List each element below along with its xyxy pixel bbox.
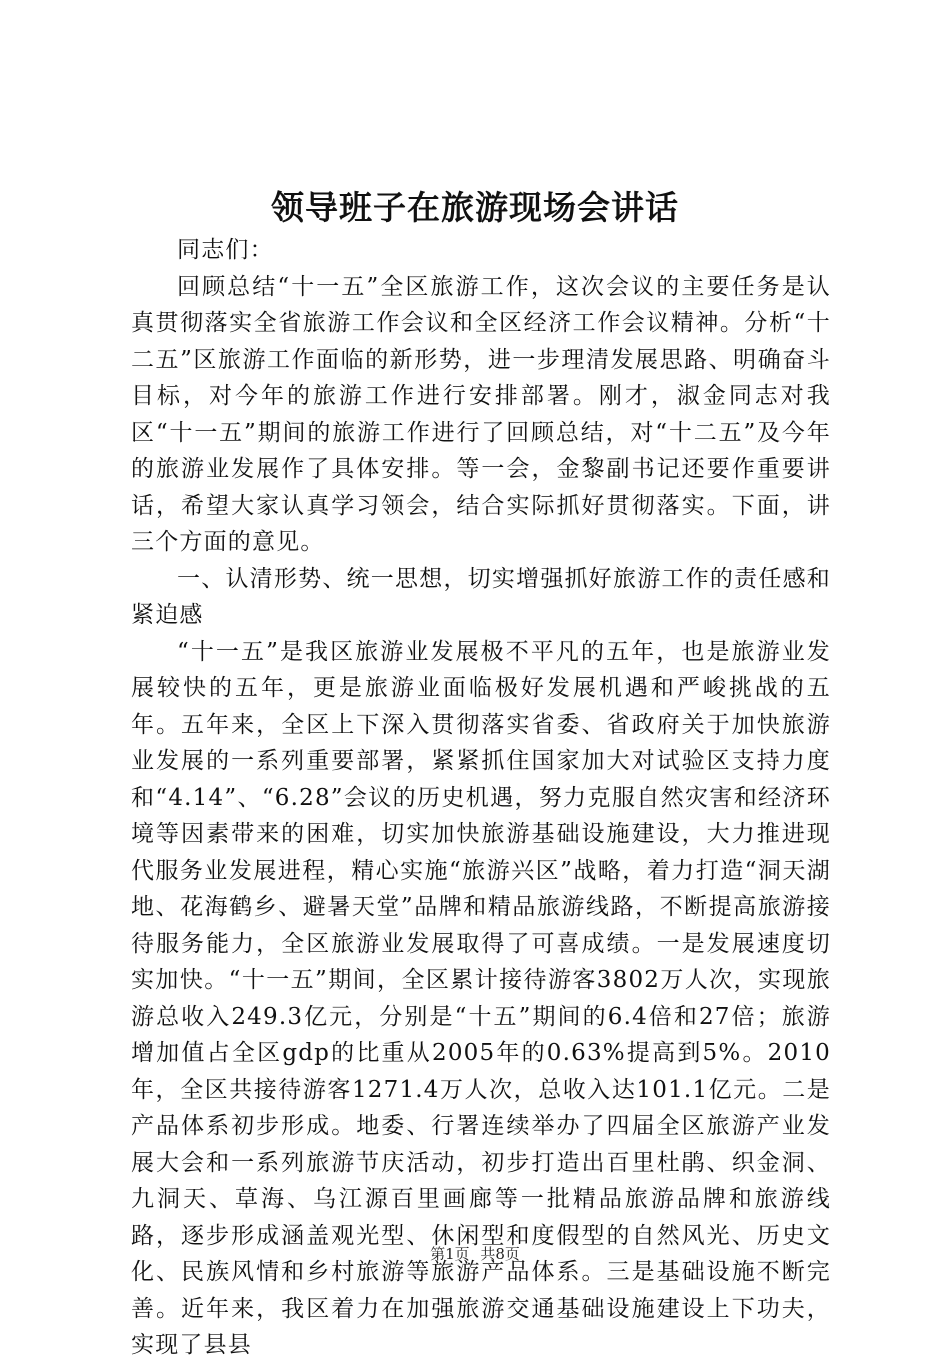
section-heading: 一、认清形势、统一思想，切实增强抓好旅游工作的责任感和紧迫感 (131, 565, 831, 628)
salutation: 同志们： (177, 237, 274, 263)
paragraph-intro: 回顾总结“十一五”全区旅游工作，这次会议的主要任务是认真贯彻落实全省旅游工作会议和全区经济工作会议精神。分析“十二五”区旅游工作面临的新形势，进一步理清发展思路、明确奋斗目标，对今年的旅游工作进行安排部署。刚才，淑金同志对我区“十一五”期间的旅游工作进行了回顾总结，对“十二五”及今年的旅游业发展作了具体安排。等一会，金黎副书记还要作重要讲话，希望大家认真学习领会，结合实际抓好贯彻落实。下面，讲三个方面的意见。 (131, 273, 831, 555)
page-total: 共8页 (480, 1245, 520, 1263)
paragraph-review: “十一五”是我区旅游业发展极不平凡的五年，也是旅游业发展较快的五年，更是旅游业面临极好发展机遇和严峻挑战的五年。五年来，全区上下深入贯彻落实省委、省政府关于加快旅游业发展的一系列重要部署，紧紧抓住国家加大对试验区支持力度和“4.14”、“6.28”会议的历史机遇，努力克服自然灾害和经济环境等因素带来的困难，切实加快旅游基础设施建设，大力推进现代服务业发展进程，精心实施“旅游兴区”战略，着力打造“洞天湖地、花海鹤乡、避暑天堂”品牌和精品旅游线路，不断提高旅游接待服务能力，全区旅游业发展取得了可喜成绩。一是发展速度切实加快。“十一五”期间，全区累计接待游客3802万人次，实现旅游总收入249.3亿元，分别是“十五”期间的6.4倍和27倍；旅游增加值占全区gdp的比重从2005年的0.63%提高到5%。2010年，全区共接待游客1271.4万人次，总收入达101.1亿元。二是产品体系初步形成。地委、行署连续举办了四届全区旅游产业发展大会和一系列旅游节庆活动，初步打造出百里杜鹃、织金洞、九洞天、草海、乌江源百里画廊等一批精品旅游品牌和旅游线路，逐步形成涵盖观光型、休闲型和度假型的自然风光、历史文化、民族风情和乡村旅游等旅游产品体系。三是基础设施不断完善。近年来，我区着力在加强旅游交通基础设施建设上下功夫，实现了县县 (131, 638, 831, 1358)
document-title: 领导班子在旅游现场会讲话 (271, 188, 679, 227)
page-number: 第1页 (430, 1245, 470, 1263)
document-body (131, 232, 831, 1364)
page-footer (0, 1244, 950, 1264)
